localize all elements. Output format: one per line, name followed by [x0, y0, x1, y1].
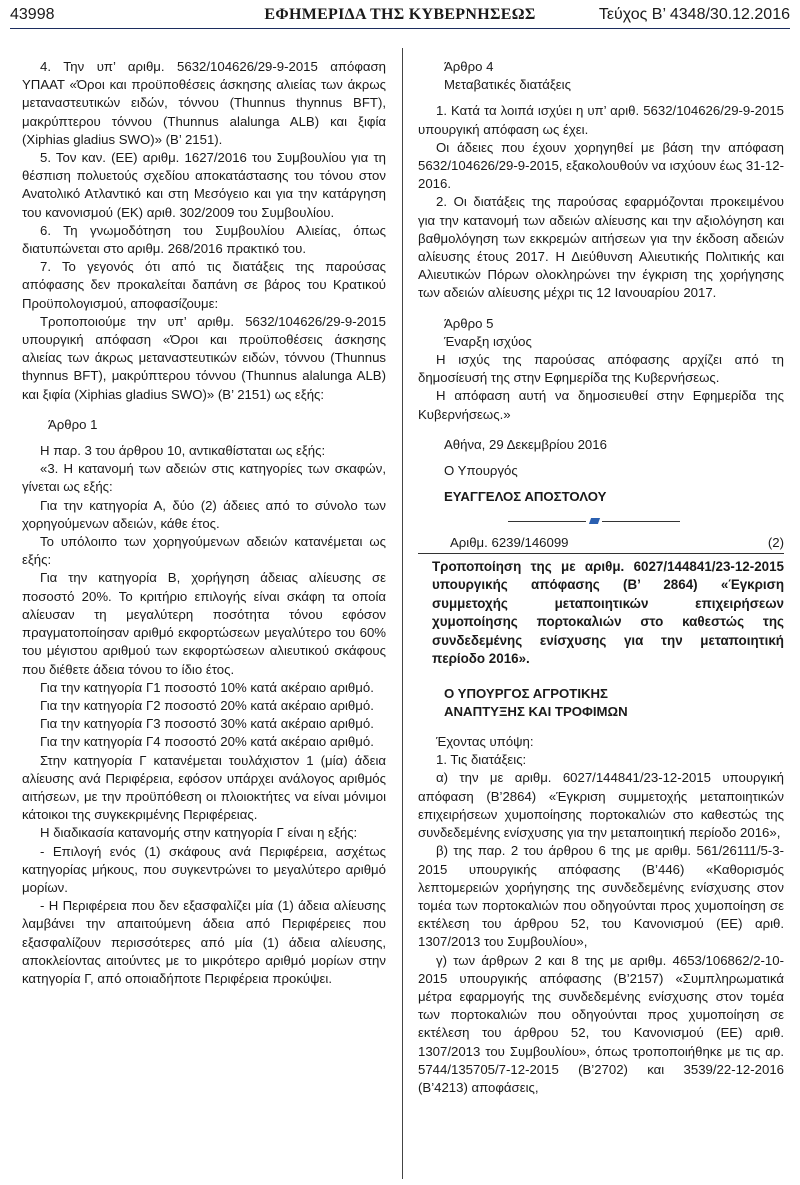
paragraph: γ) των άρθρων 2 και 8 της με αριθμ. 4653/106862/2-10-2015 υπουργικής απόφασης (Β’2157) «Συμπληρωματικά μέτρα εφαρμογής της συνδεδεμένης ενίσχυσης στον τομέα των πορτοκαλιών που οδηγούνται προς χυμοποίηση σε εκτέλεση του άρθρου 52, του Κανονισμού (ΕΕ) αριθ. 1307/2013 του Συμβουλίου», όπως τροποποιήθηκε με τις αρ. 5744/135705/7-12-2015 (Β’2702) και 3539/22-12-2016 (Β’4213) αποφάσεις, — [418, 952, 784, 1095]
paragraph: 6. Τη γνωμοδότηση του Συμβουλίου Αλιείας, όπως διατυπώνεται στο αριθμ. 268/2016 πρακτικό του. — [22, 222, 386, 257]
paragraph: Τροποποιούμε την υπ’ αριθμ. 5632/104626/29-9-2015 υπουργική απόφαση «Όροι και προϋποθέσεις άσκησης αλιείας των άκρως μεταναστευτικών ειδών, τόννου (Thunnus thynnus BFT), μακρύπτερου τόννου (Thunnus alalunga ALB) και ξιφία (Xiphias gladius SWO)» (Β’ 2151) ως εξής: — [22, 313, 386, 402]
paragraph: Για την κατηγορία Γ3 ποσοστό 30% κατά ακέραιο αριθμό. — [40, 716, 374, 732]
paragraph: «3. Η κατανομή των αδειών στις κατηγορίες των σκαφών, γίνεται ως εξής: — [22, 461, 386, 495]
paragraph: 4. Την υπ’ αριθμ. 5632/104626/29-9-2015 απόφαση ΥΠΑΑΤ «Όροι και προϋποθέσεις άσκησης αλιείας των άκρως μεταναστευτικών ειδών, τόννου (Thunnus thynnus BFT), μακρύπτερου τόννου (Thunnus alalunga ALB) και ξιφία (Xiphias gladius SWO)» (Β’ 2151). — [22, 59, 386, 147]
paragraph: - Η Περιφέρεια που δεν εξασφαλίζει μία (1) άδεια αλίευσης λαμβάνει την απαιτούμενη άδεια από Περιφέρειες που εξασφαλίζουν περισσότερες από μία (1) άδεια αλίευσης, αποκλείοντας αιτούντες με το μικρότερο αριθμό μορίων στην κατηγορία Γ, από οποιαδήποτε Περιφέρεια προκύψει. — [22, 898, 386, 986]
paragraph: Η παρ. 3 του άρθρου 10, αντικαθίσταται ως εξής: — [40, 443, 326, 459]
page-header — [10, 6, 790, 28]
minister-role: Ο Υπουργός — [444, 463, 518, 479]
paragraph: Για την κατηγορία Γ2 ποσοστό 20% κατά ακέραιο αριθμό. — [40, 697, 374, 713]
minister-name: ΕΥΑΓΓΕΛΟΣ ΑΠΟΣΤΟΛΟΥ — [444, 489, 607, 505]
decision-number-row — [418, 534, 784, 553]
article-heading: Άρθρο 5 — [444, 315, 494, 331]
paragraph: - Επιλογή ενός (1) σκάφους ανά Περιφέρεια, ασχέτως κατηγορίας μήκους, που συγκεντρώνει το μεγαλύτερο αριθμό μορίων. — [22, 843, 386, 895]
article-heading: Άρθρο 4 — [444, 59, 494, 74]
paragraph: Στην κατηγορία Γ κατανέμεται τουλάχιστον 1 (μία) άδεια αλίευσης ανά Περιφέρεια, εφόσον υπάρχει ανάλογος αριθμός αιτήσεων, με την προϋπόθεση οι πλοιοκτήτες να είναι μόνιμοι κάτοικοι της συγκεκριμένης Περιφέρειας. — [22, 752, 386, 823]
paragraph: Η ισχύς της παρούσας απόφασης αρχίζει από τη δημοσίευσή της στην Εφημερίδα της Κυβερνήσεως. — [418, 352, 784, 386]
paragraph: Οι άδειες που έχουν χορηγηθεί με βάση την απόφαση 5632/104626/29-9-2015, εξακολουθούν να ισχύουν έως 31-12-2016. — [418, 139, 784, 192]
article-title: Έναρξη ισχύος — [444, 333, 532, 349]
decision-number: Αριθμ. 6239/146099 — [450, 535, 569, 551]
paragraph: 1. Κατά τα λοιπά ισχύει η υπ’ αριθ. 5632/104626/29-9-2015 υπουργική απόφαση ως έχει. — [418, 103, 784, 137]
place-date: Αθήνα, 29 Δεκεμβρίου 2016 — [444, 436, 607, 452]
paragraph: Η απόφαση αυτή να δημοσιευθεί στην Εφημερίδα της Κυβερνήσεως.» — [418, 388, 784, 422]
paragraph: α) την με αριθμ. 6027/144841/23-12-2015 υπουργική απόφαση (Β’2864) «Έγκριση συμμετοχής μεταποιητικών επιχειρήσεων χυμοποίησης πορτοκαλιών στο καθεστώς της συνδεδεμένης ενίσχυσης για την μεταποιητική περίοδο 2016», — [418, 770, 784, 841]
divider-mark-icon — [589, 518, 600, 524]
header-rule — [10, 28, 790, 29]
paragraph: 7. Το γεγονός ότι από τις διατάξεις της παρούσας απόφασης δεν προκαλείται δαπάνη σε βάρος του Κρατικού Προϋπολογισμού, αποφασίζουμε: — [22, 259, 386, 311]
gazette-title: ΕΦΗΜΕΡΙΔΑ ΤΗΣ ΚΥΒΕΡΝΗΣΕΩΣ — [264, 6, 536, 23]
decision-index: (2) — [767, 535, 784, 551]
paragraph: Για την κατηγορία Γ1 ποσοστό 10% κατά ακέραιο αριθμό. — [40, 679, 374, 695]
paragraph: 1. Τις διατάξεις: — [436, 752, 527, 768]
paragraph: Για την κατηγορία Γ4 ποσοστό 20% κατά ακέραιο αριθμό. — [40, 734, 374, 750]
issue-number: Τεύχος Β’ 4348/30.12.2016 — [598, 6, 790, 23]
paragraph: β) της παρ. 2 του άρθρου 6 της με αριθμ. 561/26111/5-3-2015 υπουργικής απόφασης (Β’446) «Καθορισμός λεπτομερειών χορήγησης της συνδεδεμένης ενίσχυσης στον τομέα των πορτοκαλιών που οδηγούνται προς χυμοποίηση σε εκτέλεση του άρθρου 52, του Κανονισμού (ΕΕ) αριθ. 1307/2013 του Συμβουλίου», — [418, 843, 784, 950]
paragraph: Για την κατηγορία Α, δύο (2) άδειες από το σύνολο των χορηγούμενων αδειών, κάθε έτος. — [22, 497, 386, 531]
article-title: Μεταβατικές διατάξεις — [444, 77, 571, 93]
section-divider — [418, 514, 784, 528]
paragraph: Για την κατηγορία Β, χορήγηση άδειας αλίευσης σε ποσοστό 20%. Το κριτήριο επιλογής είναι σκάφη τα οποία αλίευσαν τη μεγαλύτερη ποσότητα τόνου εφόσον πραγματοποίησαν αριθμό εκφορτώσεων μεγαλύτερο του 60% του μέγιστου αριθμού των εκφορτώσεων αλιευτικού σκάφους που διέθετε άδεια τόνου το ίδιο έτος. — [22, 570, 386, 677]
article-heading: Άρθρο 1 — [48, 416, 98, 432]
paragraph: 2. Οι διατάξεις της παρούσας εφαρμόζονται προκειμένου για την κατανομή των αδειών αλίευσης και την αξιολόγηση και βαθμολόγηση των εκκρεμών αιτήσεων για την έκδοση αδειών αλίευσης έτους 2017. Η Διεύθυνση Αλιευτικής Πολιτικής και Αλιευτικών Πόρων ολοκληρώνει την έγκριση της χορήγησης των αδειών αλίευσης μέχρι τις 12 Ιανουαρίου 2017. — [418, 194, 784, 301]
paragraph: Το υπόλοιπο των χορηγούμενων αδειών κατανέμεται ως εξής: — [22, 534, 386, 568]
right-column — [418, 58, 784, 1097]
ministry-line: Ο ΥΠΟΥΡΓΟΣ ΑΓΡΟΤΙΚΗΣ — [444, 685, 608, 701]
page-number: 43998 — [10, 6, 55, 23]
paragraph: Έχοντας υπόψη: — [436, 734, 534, 750]
paragraph: Η διαδικασία κατανομής στην κατηγορία Γ είναι η εξής: — [40, 825, 358, 841]
paragraph: 5. Τον καν. (ΕΕ) αριθμ. 1627/2016 του Συμβουλίου για τη θέσπιση πολυετούς σχεδίου αποκατάστασης του τόνου στον Ανατολικό Ατλαντικό και στη Μεσόγειο και για την κατάργηση του κανονισμού (ΕΚ) αριθ. 302/2009 του Συμβουλίου. — [22, 150, 386, 220]
left-column — [22, 58, 386, 988]
ministry-line: ΑΝΑΠΤΥΞΗΣ ΚΑΙ ΤΡΟΦΙΜΩΝ — [444, 703, 628, 719]
decision-title: Τροποποίηση της με αριθμ. 6027/144841/23-12-2015 υπουργικής απόφασης (Β’ 2864) «Έγκριση συμμετοχής μεταποιητικών επιχειρήσεων χυμοποίησης πορτοκαλιών στο καθεστώς της συνδεδεμένης ενίσχυσης για την μεταποιητική περίοδο 2016». — [432, 558, 784, 667]
column-divider — [402, 48, 403, 1179]
